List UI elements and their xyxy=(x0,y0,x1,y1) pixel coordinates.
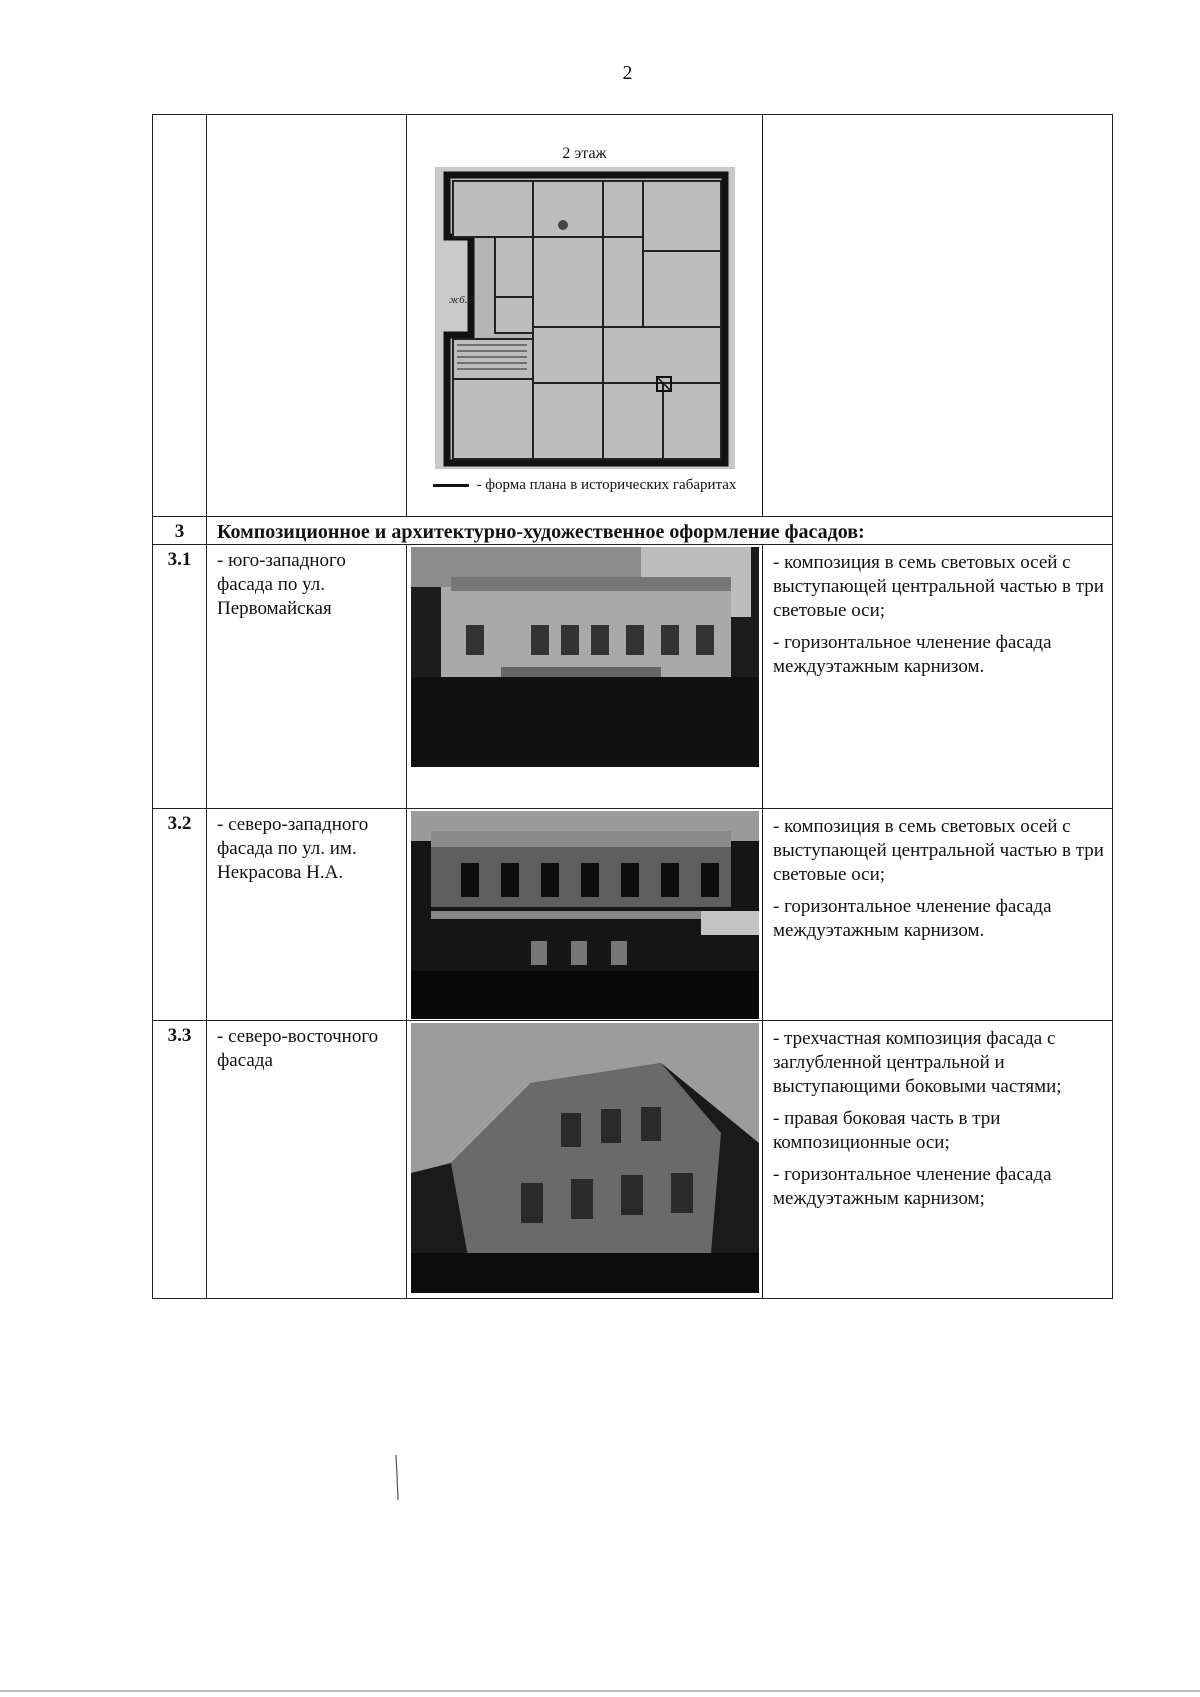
section-number: 3 xyxy=(153,517,207,545)
legend-line-icon xyxy=(433,484,469,487)
row-label: - северо-западного фасада по ул. им. Некрасова Н.А. xyxy=(207,809,407,1021)
floor-plan-legend-text: - форма плана в исторических габаритах xyxy=(476,477,737,493)
table-row xyxy=(153,1021,1113,1299)
row-number: 3.2 xyxy=(153,809,207,1021)
description-line: - трехчастная композиция фасада с заглубленной центральной и выступающими боковыми частями; xyxy=(773,1028,1062,1097)
monument-description-table xyxy=(152,114,1113,1299)
floor-plan-side-label: ж6.2 xyxy=(448,294,473,306)
floor-plan-cell xyxy=(407,115,763,517)
row-label: - северо-восточного фасада xyxy=(207,1021,407,1299)
section-heading-row xyxy=(153,517,1113,545)
floor-plan-row xyxy=(153,115,1113,517)
page-number: 2 xyxy=(622,62,633,84)
floor-plan-legend xyxy=(407,469,762,500)
southwest-facade-photo xyxy=(411,547,759,767)
row-description xyxy=(763,545,1113,809)
pen-mark xyxy=(395,1455,399,1500)
description-line: - горизонтальное членение фасада междуэтажным карнизом; xyxy=(773,1164,1052,1209)
description-line: - горизонтальное членение фасада междуэтажным карнизом. xyxy=(773,896,1052,941)
table-row xyxy=(153,545,1113,809)
northwest-facade-photo xyxy=(411,811,759,1019)
description-line: - правая боковая часть в три композиционные оси; xyxy=(773,1108,1001,1153)
row-description xyxy=(763,809,1113,1021)
facade-photo-cell xyxy=(407,1021,763,1299)
facade-photo-cell xyxy=(407,545,763,809)
row-number: 3.3 xyxy=(153,1021,207,1299)
floor-plan-caption: 2 этаж xyxy=(562,145,607,162)
section-title: Композиционное и архитектурно-художественное оформление фасадов: xyxy=(207,517,1113,545)
description-line: - композиция в семь световых осей с выступающей центральной частью в три световые оси; xyxy=(773,816,1104,885)
scan-edge-line xyxy=(0,1690,1200,1692)
description-line: - горизонтальное членение фасада междуэтажным карнизом. xyxy=(773,632,1052,677)
row-label: - юго-западного фасада по ул. Первомайская xyxy=(207,545,407,809)
facade-photo-cell xyxy=(407,809,763,1021)
row-number: 3.1 xyxy=(153,545,207,809)
table-row xyxy=(153,809,1113,1021)
row-description xyxy=(763,1021,1113,1299)
northeast-facade-photo xyxy=(411,1023,759,1293)
floor-plan-drawing xyxy=(435,167,735,469)
description-line: - композиция в семь световых осей с выступающей центральной частью в три световые оси; xyxy=(773,552,1104,621)
